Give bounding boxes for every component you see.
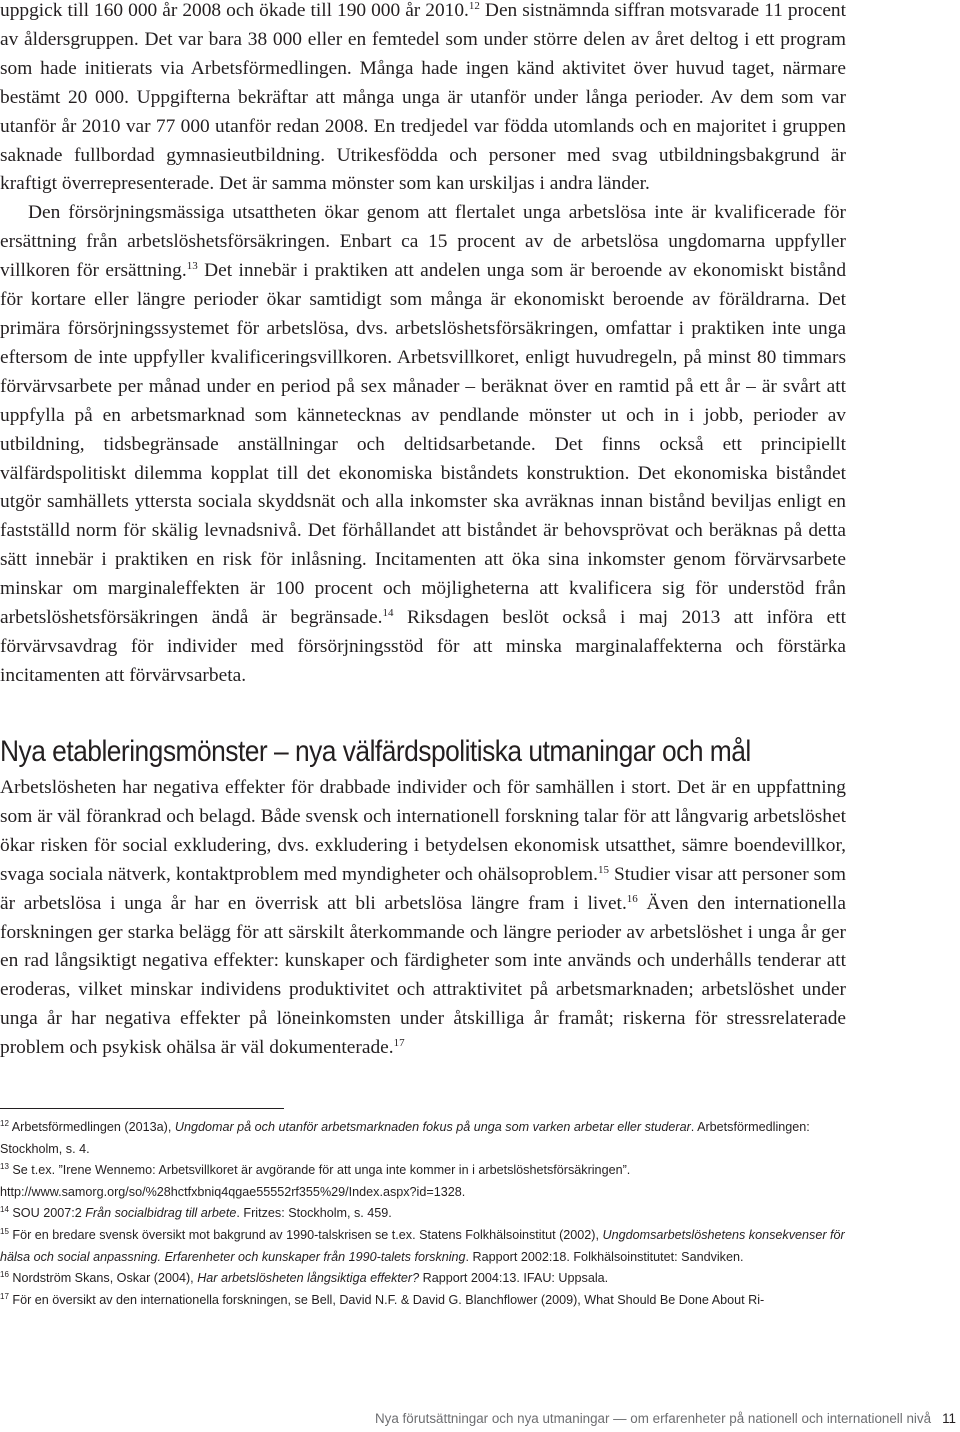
footnote-ref[interactable]: 14 bbox=[382, 607, 394, 620]
footnote bbox=[0, 1203, 846, 1225]
text-run: Även den internationella forskningen ger starka belägg för att särskilt återkommande och längre perioder av arbetslöshet i unga år ger en rad långsiktigt negativa effekter: kunskaper och färdigheter som inte används och underhålls tenderar att eroderas, vilket minskar individens produktivitet och attraktivitet på arbetsmarknaden; arbetslöshet under unga år har negativa effekter på löneinkomsten under åtskilliga år framåt; riskerna för stressrelaterade problem och psykisk ohälsa är väl dokumenterade. bbox=[0, 892, 846, 1059]
footnote-text: SOU 2007:2 bbox=[12, 1206, 86, 1221]
footnote-text: . Arbetsförmedlingen: Stockholm, s. 4. bbox=[0, 1120, 810, 1156]
text-run: uppgick till 160 000 år 2008 och ökade till 190 000 år 2010. bbox=[0, 0, 469, 21]
footnote bbox=[0, 1117, 846, 1160]
footnote-ref[interactable]: 16 bbox=[626, 892, 638, 905]
footnote-ref[interactable]: 13 bbox=[186, 260, 198, 273]
footnotes bbox=[0, 1117, 846, 1311]
page-footer bbox=[375, 1410, 960, 1428]
footnote-text: Arbetsförmedlingen (2013a), bbox=[11, 1120, 175, 1134]
footnote-text: Rapport 2004:13. IFAU: Uppsala. bbox=[419, 1271, 609, 1286]
footnote-text: . Rapport 2002:18. Folkhälsoinstitutet: Sandviken. bbox=[465, 1249, 744, 1264]
footnote-text[interactable]: Se t.ex. ”Irene Wennemo: Arbetsvillkoret är avgörande för att unga inte kommer in i arbetslöshetsförsäkringen”. http://www.samorg.org/so/%28hctfxbniq4qgae55552rf355%29/Index.aspx?id=1328. bbox=[0, 1163, 631, 1199]
footnote bbox=[0, 1290, 846, 1312]
footnote-title: Ungdomar på och utanför arbetsmarknaden fokus på unga som varken arbetar eller studerar bbox=[174, 1120, 691, 1134]
page-number: 11 bbox=[942, 1411, 956, 1426]
footnote-ref[interactable]: 15 bbox=[598, 863, 609, 876]
footnote-divider bbox=[0, 1108, 284, 1109]
text-run: Studier visar att personer som är arbetslösa i unga år har en överrisk att bli arbetslösa längre fram i livet. bbox=[0, 863, 846, 914]
footnote-text: Nordström Skans, Oskar (2004), bbox=[12, 1271, 198, 1286]
footnote-title: Från socialbidrag till arbete bbox=[85, 1206, 237, 1221]
footnote bbox=[0, 1268, 846, 1290]
footnote-number: 15 bbox=[0, 1226, 9, 1236]
paragraph bbox=[0, 774, 846, 1063]
footnote-number: 17 bbox=[0, 1291, 9, 1301]
text-run: Det innebär i praktiken att andelen unga som är beroende av ekonomiskt bistånd för kortare eller längre perioder ökar samtidigt som många är ekonomiskt beroende av föräldrarna. Det primära försörjningssystemet för arbetslösa, dvs. arbetslöshetsförsäkringen, omfattar i praktiken inte unga eftersom de inte uppfyller kvalificeringsvillkoren. Arbetsvillkoret, enligt huvudregeln, på minst 80 timmars förvärvsarbete per månad under en period på sex månader – beräknat över en ramtid på ett år – är svårt att uppfylla på en arbetsmarknad som kännetecknas av pendlande mönster ut och in i jobb, perioder av utbildning, tidsbegränsade anställningar och deltidsarbetande. Det finns också ett principiellt välfärdspolitiskt dilemma kopplat till det ekonomiska biståndets konstruktion. Det ekonomiska biståndet utgör samhällets yttersta sociala skyddsnät och alla inkomster ska avräknas innan bistånd beviljas enligt en fastställd norm för skälig levnadsnivå. Det förhållandet att biståndet är behovsprövat och beräknas på detta sätt innebär i praktiken en risk för inlåsning. Incitamenten att öka sina inkomster genom förvärvsarbete minskar om marginaleffekten är 100 procent och möjligheterna att kvalificera sig för understöd från arbetslöshetsförsäkringen ändå är begränsade. bbox=[0, 260, 847, 629]
paragraph bbox=[0, 0, 846, 199]
footnote-number: 14 bbox=[0, 1205, 9, 1215]
text-run: Den sistnämnda siffran motsvarade 11 procent av åldersgruppen. Det var bara 38 000 eller en femtedel som under större delen av året deltog i ett program som hade initierats via Arbetsförmedlingen. Många hade ingen känd aktivitet över huvud taget, närmare bestämt 20 000. Uppgifterna bekräftar att många unga är utanför under långa perioder. Av dem som var utanför år 2010 var 77 000 utanför redan 2008. En tredjedel var födda utomlands och en majoritet i gruppen saknade fullbordad gymnasieutbildning. Utrikesfödda och personer med svag utbildningsbakgrund är kraftigt överrepresenterade. Det är samma mönster som kan urskiljas i andra länder. bbox=[0, 0, 847, 195]
text-run: Den försörjningsmässiga utsattheten ökar genom att flertalet unga arbetslösa inte är kvalificerade för ersättning från arbetslöshetsförsäkringen. Enbart ca 15 procent av de arbetslösa ungdomarna uppfyller villkoren för ersättning. bbox=[0, 202, 846, 282]
text-run: Riksdagen beslöt också i maj 2013 att införa ett förvärvsavdrag för individer med försörjningsstöd för att minska marginalaffekterna och förstärka incitamenten att förvärvsarbeta. bbox=[0, 607, 847, 686]
footnote-ref[interactable]: 17 bbox=[393, 1037, 405, 1050]
section-heading: Nya etableringsmönster – nya välfärdspolitiska utmaningar och mål bbox=[0, 735, 751, 768]
footnote-number: 16 bbox=[0, 1270, 9, 1280]
footnote-title: Har arbetslösheten långsiktiga effekter? bbox=[197, 1271, 420, 1286]
footnote-ref[interactable]: 12 bbox=[468, 0, 480, 12]
footnote bbox=[0, 1160, 846, 1203]
text-run: Arbetslösheten har negativa effekter för drabbade individer och för samhällen i stort. Det är en uppfattning som är väl förankrad och belagd. Både svensk och internationell forskning talar för att långvarig arbetslöshet ökar risken för social exkludering, dvs. exkludering i betydelsen ekonomisk utsatthet, sämre boendevillkor, svaga sociala nätverk, kontaktproblem med myndigheter och ohälsoproblem. bbox=[0, 777, 846, 885]
footnote-text: . Fritzes: Stockholm, s. 459. bbox=[236, 1206, 392, 1221]
footnote bbox=[0, 1225, 846, 1268]
body-text-intro bbox=[0, 0, 846, 691]
footnote-text: För en bredare svensk översikt mot bakgrund av 1990-talskrisen se t.ex. Statens Folkhälsoinstitut (2002), bbox=[12, 1227, 603, 1242]
footnote-text: För en översikt av den internationella forskningen, se Bell, David N.F. & David G. Blanchflower (2009), What Should Be Done About Ri- bbox=[12, 1292, 765, 1307]
footnote-number: 12 bbox=[0, 1119, 9, 1128]
footnote-number: 13 bbox=[0, 1162, 9, 1172]
body-text-section bbox=[0, 774, 846, 1063]
running-title: Nya förutsättningar och nya utmaningar — om erfarenheter på nationell och internationell nivå bbox=[375, 1411, 932, 1426]
footnote-title: Ungdomsarbetslöshetens konsekvenser för hälsa och social anpassning. Erfarenheter och kunskaper från 1990-talets forskning bbox=[0, 1227, 845, 1264]
paragraph bbox=[0, 199, 846, 690]
